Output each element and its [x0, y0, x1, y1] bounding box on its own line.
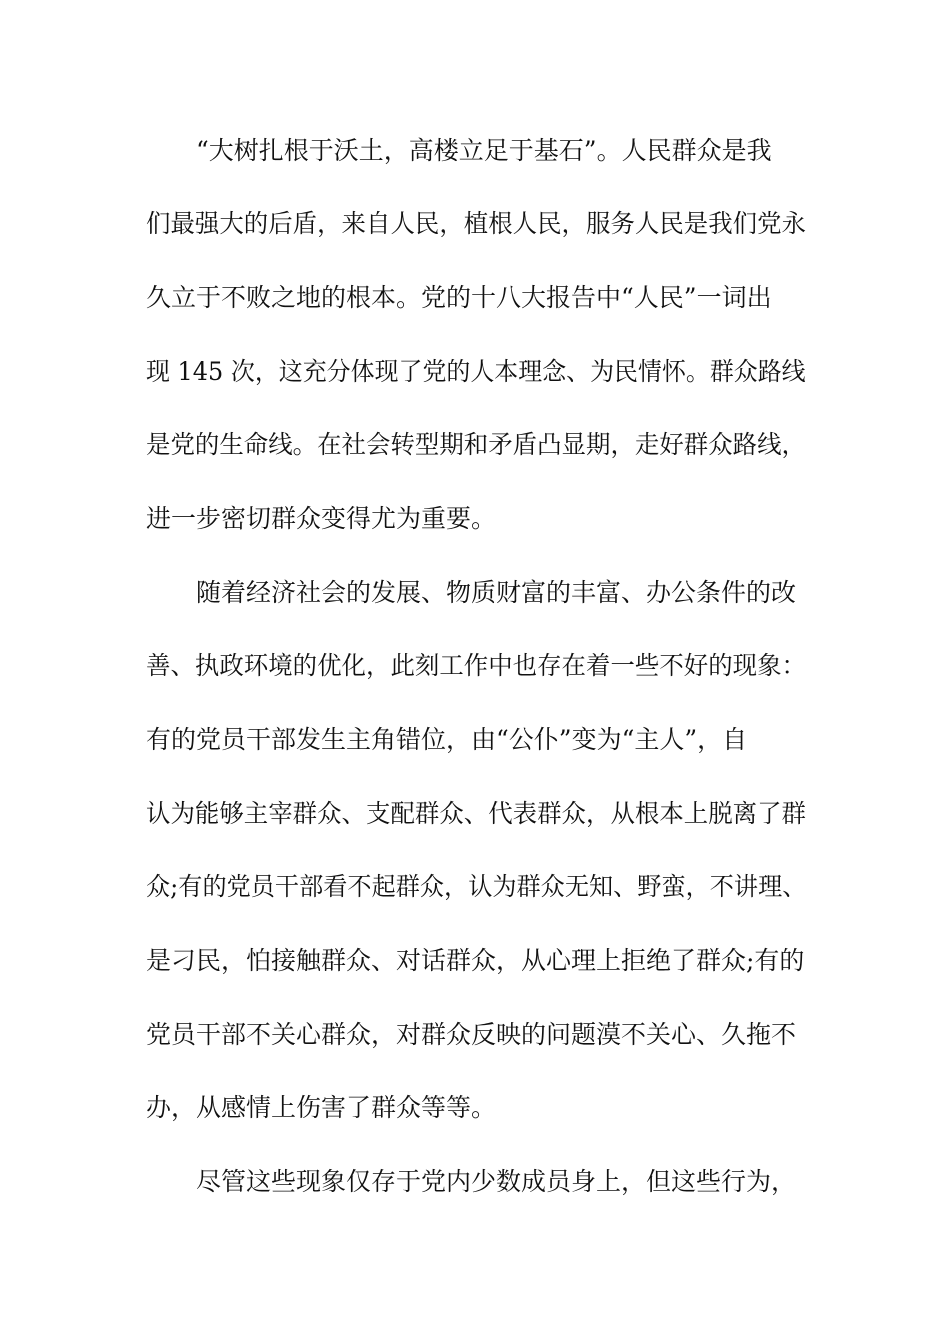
- text-line: 有的党员干部发生主角错位，由“公仆”变为“主人”，自: [146, 725, 748, 754]
- text-line: 认为能够主宰群众、支配群众、代表群众，从根本上脱离了群: [146, 799, 807, 828]
- text-line: 善、执政环境的优化，此刻工作中也存在着一些不好的现象：: [146, 651, 807, 680]
- text-line: 久立于不败之地的根本。党的十八大报告中“人民”一词出: [146, 283, 772, 312]
- text-line: 办，从感情上伤害了群众等等。: [146, 1093, 497, 1122]
- text-line: 进一步密切群众变得尤为重要。: [146, 504, 497, 533]
- text-line: 尽管这些现象仅存于党内少数成员身上，但这些行为，: [196, 1167, 797, 1196]
- text-line: 众;有的党员干部看不起群众，认为群众无知、野蛮，不讲理、: [146, 872, 807, 901]
- text-line: 现 145 次，这充分体现了党的人本理念、为民情怀。群众路线: [146, 357, 806, 386]
- text-line: “大树扎根于沃土，高楼立足于基石”。人民群众是我: [196, 136, 772, 165]
- text-line: 是刁民，怕接触群众、对话群众，从心理上拒绝了群众;有的: [146, 946, 805, 975]
- text-line: 党员干部不关心群众，对群众反映的问题漠不关心、久拖不: [146, 1020, 797, 1049]
- text-line: 是党的生命线。在社会转型期和矛盾凸显期，走好群众路线，: [146, 430, 807, 459]
- text-line: 们最强大的后盾，来自人民，植根人民，服务人民是我们党永: [146, 209, 807, 238]
- text-line: 随着经济社会的发展、物质财富的丰富、办公条件的改: [196, 578, 797, 607]
